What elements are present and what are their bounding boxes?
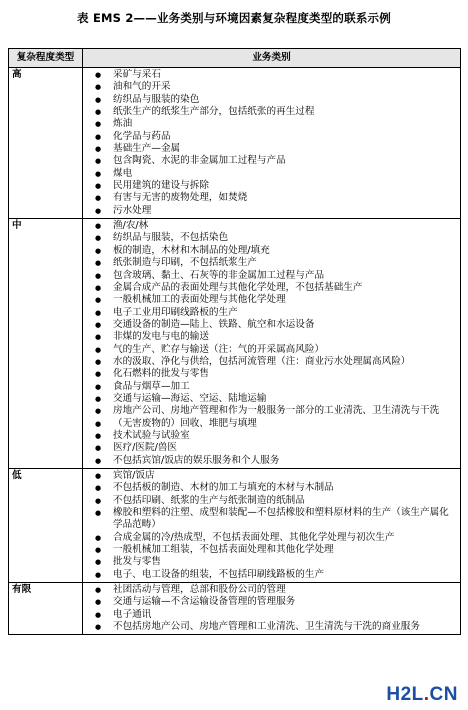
- list-item: ● 食品与烟草—加工: [86, 381, 457, 393]
- category-list: [86, 584, 457, 633]
- list-item: ● 油和气的开采: [86, 81, 457, 93]
- list-item: ● 煤电: [86, 168, 457, 180]
- list-item: ● 气的生产、贮存与输送（注：气的开采属高风险）: [86, 344, 457, 356]
- list-item: ● 橡胶和塑料的注塑、成型和装配—不包括橡胶和塑料原材料的生产（该生产属化学品范畴）: [86, 507, 457, 532]
- list-item: ● 包含玻璃、黏土、石灰等的非金属加工过程与产品: [86, 270, 457, 282]
- list-item: ● 不包括板的制造、木材的加工与填充的木材与木制品: [86, 482, 457, 494]
- site-watermark-logo: [386, 684, 458, 706]
- business-category-cell: [83, 583, 461, 635]
- business-category-cell: [83, 68, 461, 219]
- watermark-suffix: CN: [429, 684, 458, 705]
- list-item: ● 批发与零售: [86, 556, 457, 568]
- list-item: ● （无害废物的）回收、堆肥与填埋: [86, 418, 457, 430]
- list-item: ● 医疗/医院/兽医: [86, 442, 457, 454]
- list-item: ● 纺织品与服装的染色: [86, 94, 457, 106]
- complexity-level-cell: 低: [9, 469, 83, 583]
- table-body: [9, 68, 461, 635]
- list-item: ● 合成金属的冷/热成型，不包括表面处理、其他化学处理与初次生产: [86, 532, 457, 544]
- category-list: [86, 69, 457, 217]
- business-category-cell: [83, 219, 461, 469]
- list-item: ● 非煤的发电与电的输送: [86, 331, 457, 343]
- table-row: [9, 469, 461, 583]
- list-item: ● 不包括房地产公司、房地产管理和工业清洗、卫生清洗与干洗的商业服务: [86, 621, 457, 633]
- list-item: ● 纸张制造与印刷，不包括纸浆生产: [86, 257, 457, 269]
- watermark-dot: .: [423, 684, 430, 705]
- list-item: ● 污水处理: [86, 205, 457, 217]
- business-category-cell: [83, 469, 461, 583]
- list-item: ● 交通设备的制造—陆上、铁路、航空和水运设备: [86, 319, 457, 331]
- watermark-main: H2L: [386, 684, 424, 705]
- list-item: ● 金属合成产品的表面处理与其他化学处理，不包括基础生产: [86, 282, 457, 294]
- list-item: ● 一般机械加工组装，不包括表面处理和其他化学处理: [86, 544, 457, 556]
- category-list: [86, 470, 457, 581]
- list-item: ● 社团活动与管理，总部和股份公司的管理: [86, 584, 457, 596]
- list-item: ● 交通与运输—不含运输设备管理的管理服务: [86, 596, 457, 608]
- list-item: ● 水的汲取、净化与供给，包括河流管理（注：商业污水处理属高风险）: [86, 356, 457, 368]
- classification-table: [8, 48, 461, 635]
- header-business-category: 业务类别: [83, 49, 461, 68]
- list-item: ● 渔/农/林: [86, 220, 457, 232]
- table-row: [9, 583, 461, 635]
- header-complexity-type: 复杂程度类型: [9, 49, 83, 68]
- complexity-level-cell: 中: [9, 219, 83, 469]
- list-item: ● 纺织品与服装，不包括染色: [86, 232, 457, 244]
- list-item: ● 电子、电工设备的组装，不包括印刷线路板的生产: [86, 569, 457, 581]
- list-item: ● 炼油: [86, 118, 457, 130]
- list-item: ● 板的制造，木材和木制品的处理/填充: [86, 245, 457, 257]
- table-row: [9, 219, 461, 469]
- table-title: 表 EMS 2——业务类别与环境因素复杂程度类型的联系示例: [77, 11, 391, 25]
- list-item: ● 电子工业用印刷线路板的生产: [86, 307, 457, 319]
- list-item: ● 房地产公司、房地产管理和作为一般服务一部分的工业清洗、卫生清洗与干洗: [86, 405, 457, 417]
- list-item: ● 民用建筑的建设与拆除: [86, 180, 457, 192]
- list-item: ● 宾馆/饭店: [86, 470, 457, 482]
- list-item: ● 纸张生产的纸浆生产部分，包括纸张的再生过程: [86, 106, 457, 118]
- list-item: ● 基础生产—金属: [86, 143, 457, 155]
- table-row: [9, 68, 461, 219]
- list-item: ● 化学品与药品: [86, 131, 457, 143]
- list-item: ● 采矿与采石: [86, 69, 457, 81]
- list-item: ● 交通与运输—海运、空运、陆地运输: [86, 393, 457, 405]
- complexity-level-cell: 高: [9, 68, 83, 219]
- list-item: ● 不包括宾馆/饭店的娱乐服务和个人服务: [86, 455, 457, 467]
- category-list: [86, 220, 457, 467]
- list-item: ● 技术试验与试验室: [86, 430, 457, 442]
- list-item: ● 有害与无害的废物处理，如焚烧: [86, 192, 457, 204]
- list-item: ● 不包括印刷、纸浆的生产与纸张制造的纸制品: [86, 495, 457, 507]
- list-item: ● 电子通讯: [86, 609, 457, 621]
- list-item: ● 包含陶瓷、水泥的非金属加工过程与产品: [86, 155, 457, 167]
- complexity-level-cell: 有限: [9, 583, 83, 635]
- list-item: ● 化石燃料的批发与零售: [86, 368, 457, 380]
- list-item: ● 一般机械加工的表面处理与其他化学处理: [86, 294, 457, 306]
- table-header-row: [9, 49, 461, 68]
